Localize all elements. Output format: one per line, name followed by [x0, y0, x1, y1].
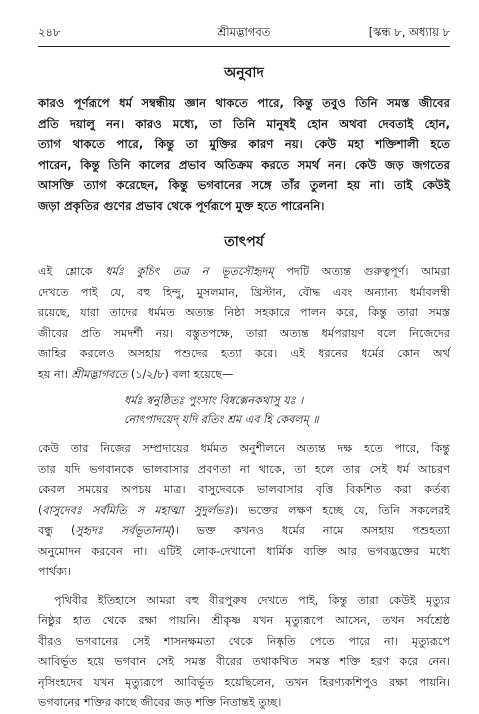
translation-line: প্রতি দয়ালু নন। কারও মধ্যে, তা তিনি মানুষই হোন অথবা দেবতাই হোন, [38, 116, 450, 131]
purport-line: নিষ্ঠুর হাত থেকে রক্ষা পায়নি। শ্রীকৃষ্ণ যখন মৃত্যুরূপে আসেন, তখন সর্বশ্রেষ্ঠ [38, 614, 450, 627]
text-run: ( [38, 503, 43, 517]
book-page [38, 22, 450, 714]
text-run: এই শ্লোকে [38, 265, 106, 278]
purport-line: দেখতে পাই যে, বহু হিন্দু, মুসলমান, খ্রিস্টান, বৌদ্ধ এবং অন্যান্য ধর্মাবলম্বী [38, 285, 450, 299]
header-rule [38, 46, 450, 47]
purport-line: জাহির করলেও অসহায় পশুদের হত্যা করে। এই ধরনের ধর্মের কোন অর্থ [38, 347, 450, 360]
purport-line: কেউ তার নিজের সম্প্রদায়ের ধর্মমত অনুশীলনে অত্যন্ত দক্ষ হতে পারে, কিন্তু [38, 442, 450, 455]
purport-line: পার্থক্য। [38, 565, 72, 578]
text-run: পদটি অত্যন্ত গুরুত্বপূর্ণ। আমরা [273, 265, 450, 278]
purport-line: নৃসিংহদেব যখন মৃত্যুরূপে আবির্ভূত হয়েছিলেন, তখন হিরণ্যকশিপুও রক্ষা পায়নি। [38, 675, 450, 689]
purport-line: কেবল সময়ের অপচয় মাত্র। বাসুদেবকে ভালবাসার বৃত্তি বিকশিত করা কর্তব্য [38, 483, 450, 496]
purport-line [38, 501, 450, 522]
purport-line [38, 365, 450, 386]
chapter-reference: [স্কন্ধ ৮, অধ্যায় ৮ [368, 25, 450, 39]
purport-line: জীবের প্রতি সমদর্শী নয়। বস্তুতপক্ষে, তারা অত্যন্ত ধর্মপরায়ণ বলে নিজেদের [38, 326, 450, 340]
running-header [38, 22, 450, 44]
purport-line: রয়েছে, যারা তাদের ধর্মমত অত্যন্ত নিষ্ঠা সহকারে পালন করে, কিন্তু তারা সমস্ত [38, 306, 450, 319]
purport-line: অনুমোদন করবেন না। এটিই লোক-দেখানো ধার্মিক ব্যক্তি আর ভগবদ্ভক্তের মধ্যে [38, 544, 450, 558]
sanskrit-phrase: সুহৃদঃ সর্বভূতানাম্ [75, 524, 171, 537]
text-run: বন্ধু ( [38, 524, 76, 537]
purport-line: ভগবানের শক্তির কাছে জীবের জড় শক্তি নিতান্তই তুচ্ছ। [38, 696, 282, 709]
book-title: শ্রীমদ্ভাগবত [217, 25, 271, 39]
purport-heading: তাৎপর্য [224, 234, 264, 250]
purport-line: পৃথিবীর ইতিহাসে আমরা বহু বীরপুরুষ দেখতে পাই, কিন্তু তারা কেউই মৃত্যুর [54, 593, 450, 607]
translation-line: পারেন, কিন্তু তিনি কালের প্রভাব অতিক্রম করতে সমর্থ নন। কেউ জড় জগতের [38, 157, 450, 172]
translation-heading: অনুবাদ [224, 65, 264, 81]
text-run: )। ভক্ত কখনও ধর্মের নামে অসহায় পশুহত্যা [170, 524, 450, 537]
verse-line: নোৎপাদয়েদ্‌ যদি রতিং শ্রম এব হি কেবলম্‌ ॥ [124, 413, 319, 426]
scripture-name: শ্রীমদ্ভাগবতে [71, 367, 128, 381]
purport-line: বীরও ভগবানের সেই শাসনক্ষমতা থেকে নিষ্কৃতি পেতে পারে না। মৃত্যুরূপে [38, 634, 450, 648]
text-run: )। ভক্তের লক্ষণ হচ্ছে যে, তিনি সকলেরই [229, 503, 451, 517]
translation-line: জড়া প্রকৃতির গুণের প্রভাব থেকে পূর্ণরূপে মুক্ত হতে পারেননি। [38, 198, 325, 213]
purport-line: তার যদি ভগবানকে ভালবাসার প্রবণতা না থাকে, তা হলে তার সেই ধর্ম আচরণ [38, 462, 450, 476]
verse-line: ধর্মঃ স্বনুষ্ঠিতঃ পুংসাং বিষ্বক্সেনকথাসু যঃ । [124, 394, 304, 407]
purport-line [38, 262, 450, 283]
text-run: হয় না। [38, 367, 72, 381]
paragraph-gap [38, 583, 450, 591]
text-run: (১/২/৮) বলা হয়েছে— [127, 367, 234, 381]
translation-line: আসক্তি ত্যাগ করেছেন, কিন্তু ভগবানের সঙ্গে তাঁর তুলনা হয় না। তাই কেউই [38, 178, 450, 192]
purport-text [38, 262, 450, 714]
purport-line [38, 521, 450, 542]
page-number: ২৪৮ [38, 25, 61, 39]
quoted-verse [124, 391, 450, 429]
sanskrit-phrase: ধর্মঃ কুচিৎ তত্র ন ভূতসৌহৃদম্‌ [105, 265, 274, 278]
purport-line: আবির্ভূত হয়ে ভগবান সেই সমস্ত বীরের তথাকথিত সমস্ত শক্তি হরণ করে নেন। [38, 655, 450, 668]
translation-line: কারও পূর্ণরূপে ধর্ম সম্বন্ধীয় জ্ঞান থাকতে পারে, কিন্তু তবুও তিনি সমস্ত জীবের [38, 96, 450, 110]
sanskrit-phrase: বাসুদেবঃ সর্বমিতি স মহাত্মা সুদুর্লভঃ [42, 503, 230, 517]
translation-text [38, 93, 450, 216]
translation-line: ত্যাগ থাকতে পারে, কিন্তু তা মুক্তির কারণ নয়। কেউ মহা শক্তিশালী হতে [38, 137, 450, 151]
